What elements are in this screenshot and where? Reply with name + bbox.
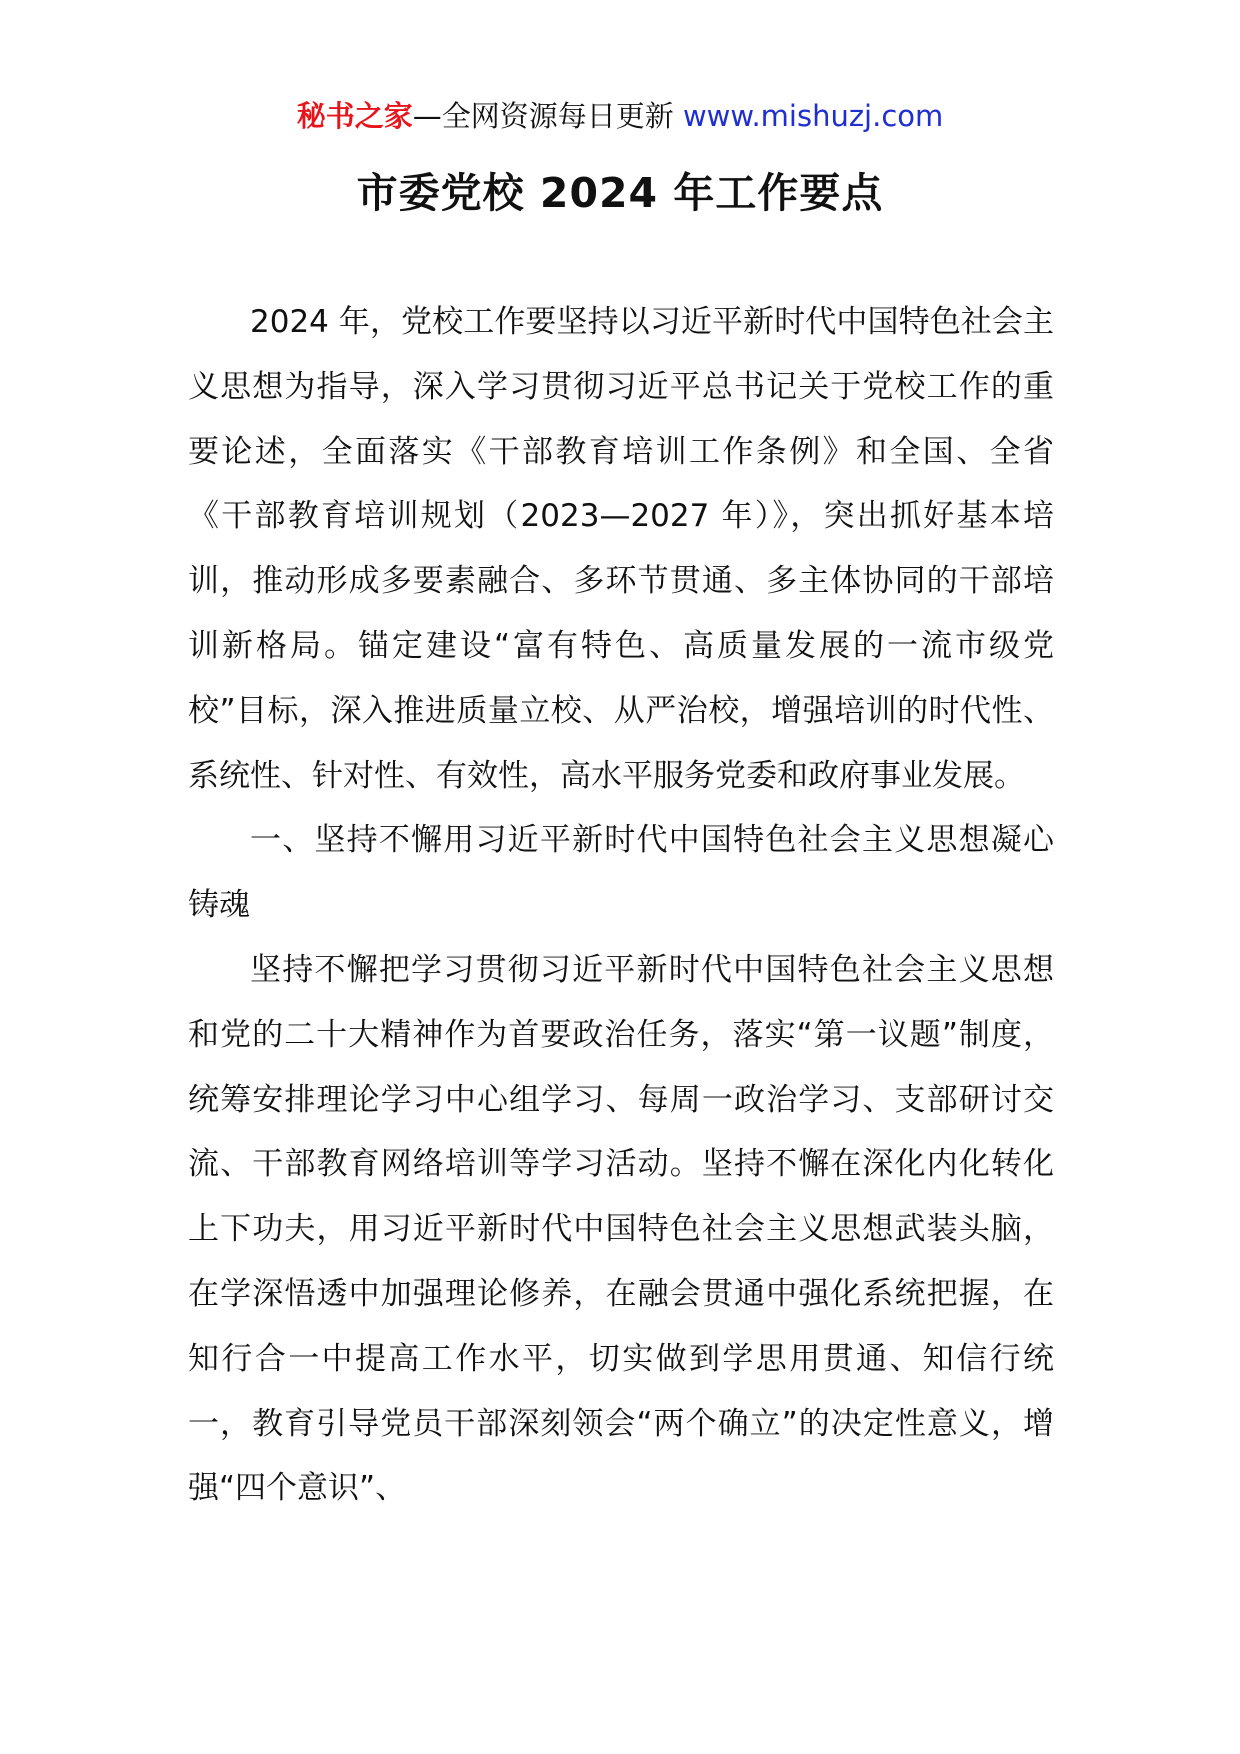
section-paragraph-1: 坚持不懈把学习贯彻习近平新时代中国特色社会主义思想和党的二十大精神作为首要政治任务，落实“第一议题”制度，统筹安排理论学习中心组学习、每周一政治学习、支部研讨交流、干部教育网络培训等学习活动。坚持不懈在深化内化转化上下功夫，用习近平新时代中国特色社会主义思想武装头脑，在学深悟透中加强理论修养，在融会贯通中强化系统把握，在知行合一中提高工作水平，切实做到学思用贯通、知信行统一，教育引导党员干部深刻领会“两个确立”的决定性意义，增强“四个意识”、	[188, 951, 1054, 1507]
site-slogan: —全网资源每日更新	[412, 99, 683, 133]
document-body	[188, 290, 1054, 1521]
document-title: 市委党校 2024 年工作要点	[356, 169, 884, 217]
site-url-link[interactable]: www.mishuzj.com	[682, 99, 944, 133]
site-brand: 秘书之家	[296, 99, 413, 133]
site-header	[0, 98, 1240, 134]
intro-paragraph: 2024 年，党校工作要坚持以习近平新时代中国特色社会主义思想为指导，深入学习贯彻习近平总书记关于党校工作的重要论述，全面落实《干部教育培训工作条例》和全国、全省《干部教育培训规划（2023—2027 年）》，突出抓好基本培训，推动形成多要素融合、多环节贯通、多主体协同的干部培训新格局。锚定建设“富有特色、高质量发展的一流市级党校”目标，深入推进质量立校、从严治校，增强培训的时代性、系统性、针对性、有效性，高水平服务党委和政府事业发展。	[188, 304, 1054, 794]
section-heading-1: 一、坚持不懈用习近平新时代中国特色社会主义思想凝心铸魂	[188, 822, 1054, 924]
